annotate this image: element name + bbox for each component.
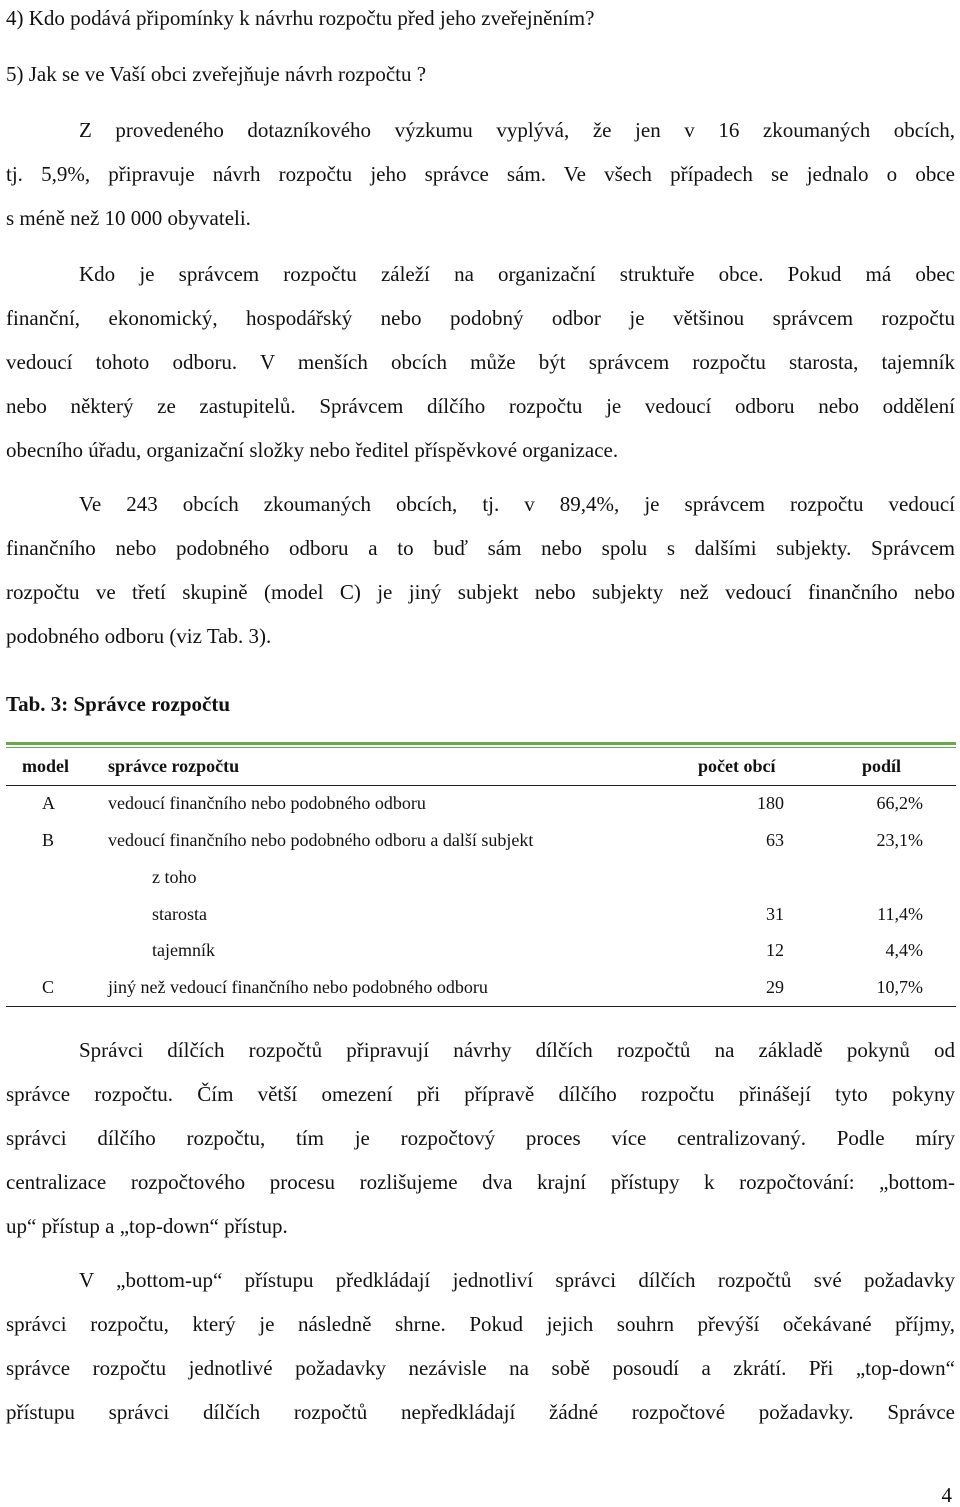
paragraph-line: vedoucí tohoto odboru. V menších obcích může být správcem rozpočtu starosta, tajemník [6,350,955,374]
table-cell-model: B [42,830,55,850]
table-caption: Tab. 3: Správce rozpočtu [6,692,231,716]
paragraph-line: finančního nebo podobného odboru a to buď sám nebo spolu s dalšími subjekty. Správcem [6,536,955,560]
table-cell-administrator: tajemník [152,940,215,960]
paragraph-line: správce rozpočtu jednotlivé požadavky nezávisle na sobě posoudí a zkrátí. Při „top-down“ [6,1356,955,1380]
paragraph-4 [6,1036,955,1256]
paragraph-3 [6,490,955,666]
paragraph-line: správce rozpočtu. Čím větší omezení při přípravě dílčího rozpočtu přinášejí tyto pokyny [6,1082,955,1106]
table-cell-administrator: z toho [152,867,197,887]
page-number: 4 [941,1483,952,1507]
paragraph-line: obecního úřadu, organizační složky nebo ředitel příspěvkové organizace. [6,438,619,462]
table-cell-share: 23,1% [876,830,923,850]
table-cell-administrator: vedoucí finančního nebo podobného odboru a další subjekt [108,830,534,850]
paragraph-line: podobného odboru (viz Tab. 3). [6,624,272,648]
question-4: 4) Kdo podává připomínky k návrhu rozpočtu před jeho zveřejněním? [6,6,595,30]
paragraph-5 [6,1266,955,1442]
table-cell-share: 11,4% [877,904,923,924]
paragraph-line: Správci dílčích rozpočtů připravují návrhy dílčích rozpočtů na základě pokynů od [79,1038,955,1062]
table-cell-count: 31 [766,904,784,924]
table-cell-administrator: starosta [152,904,207,924]
table-header-rule [6,785,956,786]
paragraph-line: přístupu správci dílčích rozpočtů nepředkládají žádné rozpočtové požadavky. Správce [6,1400,955,1424]
table-cell-count: 29 [766,977,784,997]
table-header-count: počet obcí [698,756,776,776]
table-cell-administrator: jiný než vedoucí finančního nebo podobného odboru [108,977,488,997]
paragraph-line: rozpočtu ve třetí skupině (model C) je jiný subjekt nebo subjekty než vedoucí finančního nebo [6,580,955,604]
paragraph-line: správci dílčího rozpočtu, tím je rozpočtový proces více centralizovaný. Podle míry [6,1126,955,1150]
paragraph-line: Z provedeného dotazníkového výzkumu vyplývá, že jen v 16 zkoumaných obcích, [79,118,955,142]
table-cell-administrator: vedoucí finančního nebo podobného odboru [108,793,426,813]
paragraph-line: Kdo je správcem rozpočtu záleží na organizační struktuře obce. Pokud má obec [79,262,955,286]
table-cell-count: 63 [766,830,784,850]
table-header-administrator: správce rozpočtu [108,756,240,776]
paragraph-line: správci rozpočtu, který je následně shrne. Pokud jejich souhrn převýší očekávané příjmy, [6,1312,955,1336]
table-top-rule [6,742,956,748]
table-cell-share: 10,7% [876,977,923,997]
paragraph-1 [6,116,955,248]
paragraph-line: V „bottom-up“ přístupu předkládají jednotliví správci dílčích rozpočtů své požadavky [79,1268,955,1292]
paragraph-2 [6,260,955,480]
paragraph-line: finanční, ekonomický, hospodářský nebo podobný odbor je většinou správcem rozpočtu [6,306,955,330]
paragraph-line: centralizace rozpočtového procesu rozlišujeme dva krajní přístupy k rozpočtování: „bottom- [6,1170,955,1194]
paragraph-line: s méně než 10 000 obyvateli. [6,206,251,230]
table-cell-count: 12 [766,940,784,960]
table-cell-count: 180 [757,793,784,813]
paragraph-line: tj. 5,9%, připravuje návrh rozpočtu jeho správce sám. Ve všech případech se jednalo o obce [6,162,955,186]
table-bottom-rule [6,1006,956,1007]
question-5: 5) Jak se ve Vaší obci zveřejňuje návrh rozpočtu ? [6,62,427,86]
paragraph-line: up“ přístup a „top-down“ přístup. [6,1214,288,1238]
table-header-share: podíl [862,756,902,776]
table-cell-share: 66,2% [876,793,923,813]
table-cell-model: A [42,793,55,813]
table-header-model: model [22,756,69,776]
table-cell-share: 4,4% [885,940,923,960]
table-cell-model: C [42,977,55,997]
paragraph-line: nebo některý ze zastupitelů. Správcem dílčího rozpočtu je vedoucí odboru nebo oddělení [6,394,955,418]
paragraph-line: Ve 243 obcích zkoumaných obcích, tj. v 89,4%, je správcem rozpočtu vedoucí [79,492,955,516]
